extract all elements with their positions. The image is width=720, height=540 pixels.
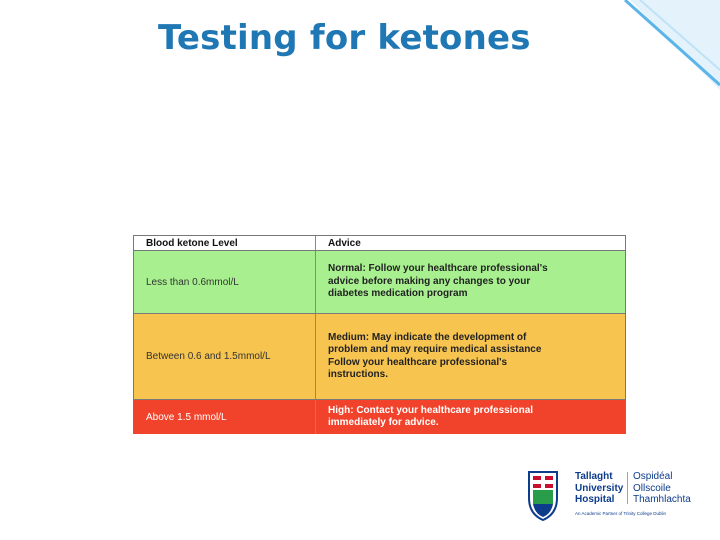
- hospital-crest-icon: [525, 468, 561, 522]
- table-header-row: [134, 236, 625, 251]
- logo-name-english: Tallaght University Hospital: [575, 471, 624, 505]
- header-advice: Advice: [328, 237, 361, 249]
- header-level: Blood ketone Level: [134, 236, 316, 250]
- logo-name-irish: Ospidéal Ollscoile Thamhlachta: [633, 471, 691, 505]
- table-row-normal: [134, 251, 625, 314]
- corner-decoration: [580, 0, 720, 90]
- level-medium: Between 0.6 and 1.5mmol/L: [146, 351, 271, 362]
- logo-divider: [627, 472, 628, 504]
- logo-subtitle: An Academic Partner of Trinity College Dublin: [575, 511, 667, 516]
- level-normal: Less than 0.6mmol/L: [146, 276, 239, 288]
- hospital-logo: [525, 468, 715, 526]
- advice-medium: Medium: May indicate the development of problem and may require medical assistance Follow your healthcare professional's instructions.: [328, 331, 542, 380]
- level-high: Above 1.5 mmol/L: [146, 411, 227, 423]
- advice-high: High: Contact your healthcare professional immediately for advice.: [328, 404, 534, 428]
- advice-normal: Normal: Follow your healthcare professional's advice before making any changes to your diabetes medication program: [328, 263, 548, 300]
- page-title: Testing for ketones: [158, 18, 531, 58]
- table-row-medium: [134, 314, 625, 400]
- ketone-level-table: [133, 235, 626, 434]
- table-row-high: [134, 400, 625, 434]
